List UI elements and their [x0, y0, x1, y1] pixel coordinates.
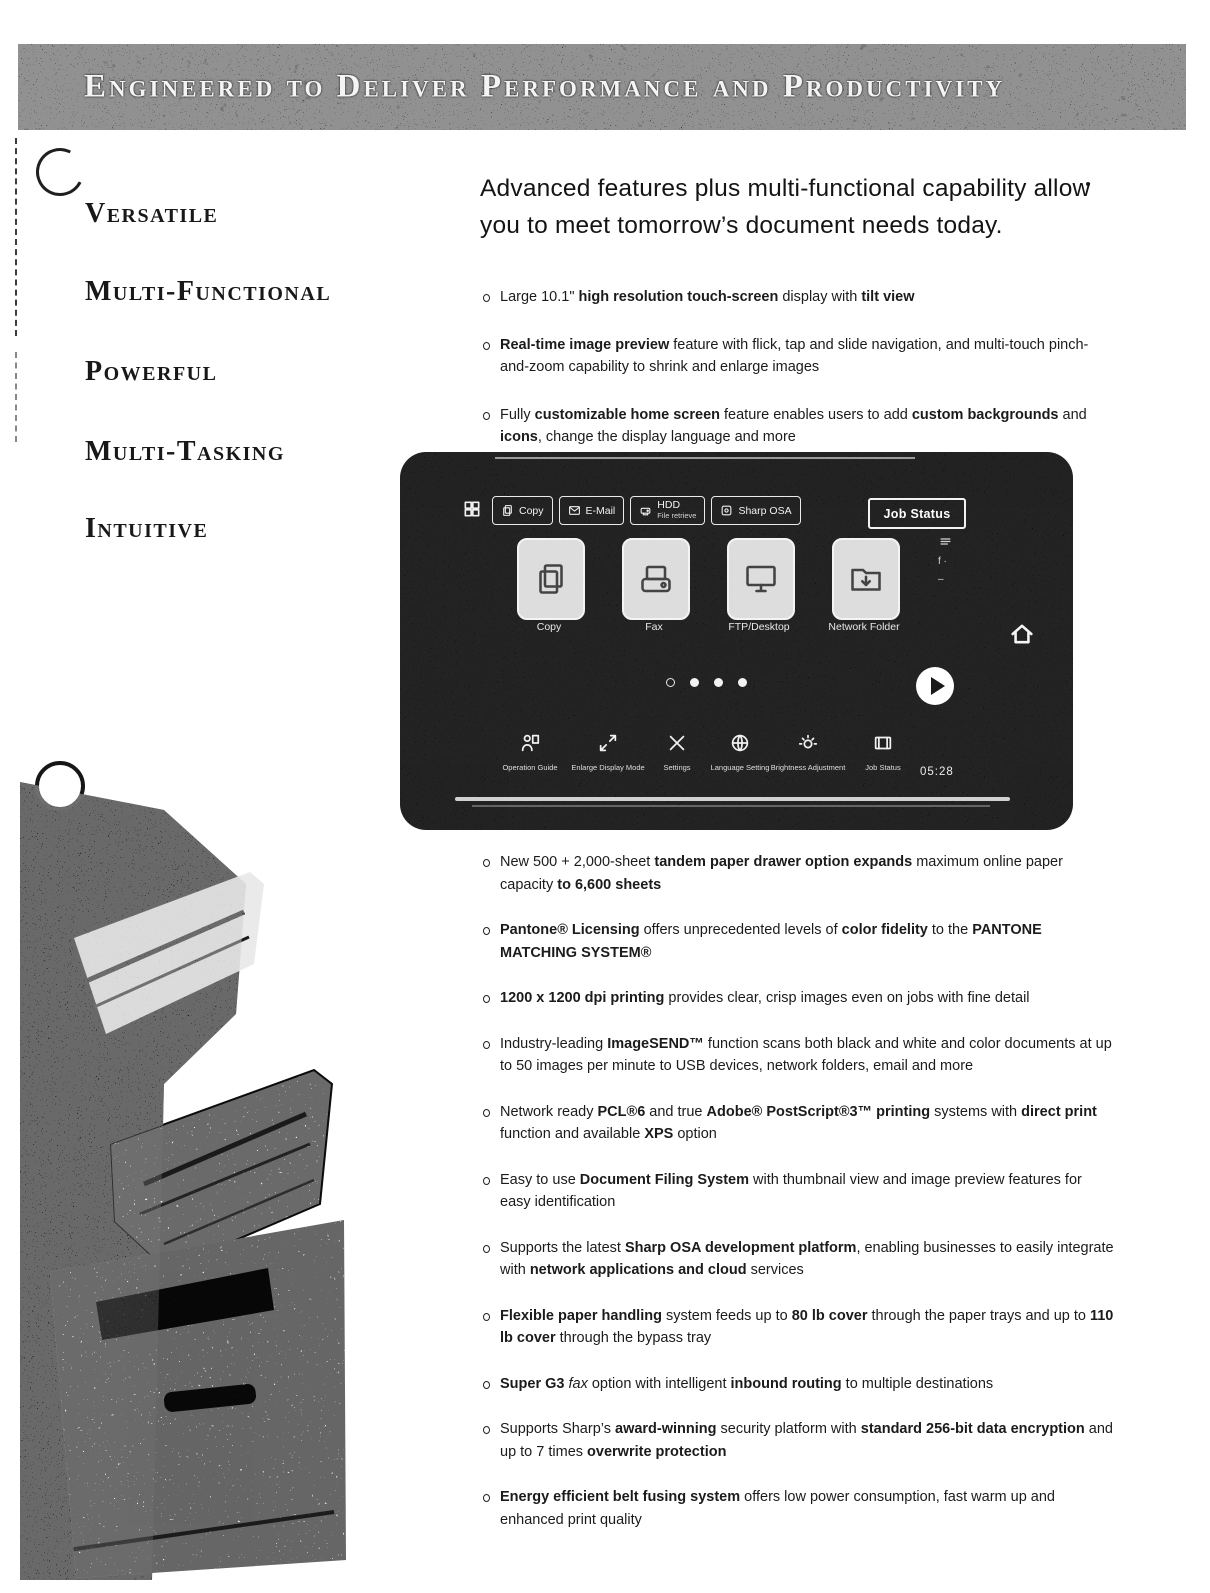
copy-icon — [533, 561, 569, 597]
tab-label: HDD File retrieve — [657, 499, 697, 520]
bottom-operation-guide-icon — [488, 732, 572, 772]
app-tile-fax — [622, 538, 690, 620]
bottom-icon-label: Brightness Adjustment — [770, 763, 846, 772]
page-dot — [738, 678, 747, 687]
bullet-text: Easy to use Document Filing System with thumbnail view and image preview features for easy identification — [500, 1171, 1082, 1210]
scan-glitch-line — [495, 457, 915, 459]
app-tile-label: Network Folder — [828, 621, 900, 633]
next-page-icon — [916, 667, 954, 705]
bottom-icon-label: Settings — [663, 763, 691, 772]
printer-photo — [14, 752, 350, 1580]
clock-text: 05:28 — [920, 766, 954, 778]
feature-bullet — [481, 1486, 1115, 1531]
bottom-icon-label: Enlarge Display Mode — [571, 763, 645, 772]
keyword-versatile: Versatile — [85, 198, 219, 229]
header-banner — [18, 44, 1186, 130]
app-tile-label: FTP/Desktop — [728, 621, 790, 633]
margin-dashed-line — [15, 138, 17, 336]
bullet-marker — [483, 859, 490, 867]
bars-icon — [938, 534, 953, 549]
slide-bar — [455, 797, 1010, 801]
feature-bullet — [481, 334, 1115, 379]
bullet-marker — [483, 1381, 490, 1389]
feature-bullet — [481, 286, 1115, 309]
mode-tab-e-mail — [559, 496, 625, 525]
brightness-icon — [797, 732, 819, 754]
app-tile-label: Fax — [645, 621, 663, 633]
intro-heading: Advanced features plus multi-functional capability allow you to meet tomorrow’s document needs today. — [480, 175, 1091, 239]
bullet-text: Supports the latest Sharp OSA development platform, enabling businesses to easily integrate with network applications and cloud services — [500, 1239, 1114, 1278]
network-folder-icon — [848, 561, 884, 597]
mode-tab-copy — [492, 496, 553, 525]
bullet-text: Fully customizable home screen feature enables users to add custom backgrounds and icons, change the display language and more — [500, 406, 1087, 445]
language-icon — [729, 732, 751, 754]
app-tile-copy — [517, 538, 585, 620]
bottom-job-status-icon — [841, 732, 925, 772]
feature-list-bottom — [481, 851, 1115, 1554]
fax-icon — [638, 561, 674, 597]
bullet-marker — [483, 1494, 490, 1502]
mode-tab-sharp-osa — [711, 496, 800, 525]
bullet-text: Pantone® Licensing offers unprecedented levels of color fidelity to the PANTONE MATCHING SYSTEM® — [500, 922, 1042, 961]
mode-tab-hdd — [630, 496, 705, 525]
bullet-text: Super G3 fax option with intelligent inbound routing to multiple destinations — [500, 1375, 994, 1392]
page-dot — [666, 678, 675, 687]
settings-icon — [666, 732, 688, 754]
ftp-desktop-icon — [743, 561, 779, 597]
bullet-marker — [483, 1313, 490, 1321]
home-apps-icon — [462, 499, 482, 524]
bullet-marker — [483, 1245, 490, 1253]
bullet-text: 1200 x 1200 dpi printing provides clear, crisp images even on jobs with fine detail — [500, 990, 1030, 1006]
feature-bullet — [481, 1373, 1115, 1396]
feature-bullet — [481, 1418, 1115, 1463]
operation-guide-icon — [519, 732, 541, 754]
bullet-text: Network ready PCL®6 and true Adobe® PostScript®3™ printing systems with direct print function and available XPS option — [500, 1103, 1097, 1142]
tab-label: Copy — [519, 504, 544, 517]
feature-bullet — [481, 1033, 1115, 1078]
home-icon — [1008, 620, 1036, 653]
app-tile-network-folder — [832, 538, 900, 620]
toner-indicator-icon: f · — [938, 556, 947, 567]
bullet-marker — [483, 995, 490, 1003]
job-status-icon — [872, 732, 894, 754]
app-tile-ftp-desktop — [727, 538, 795, 620]
bottom-icon-label: Operation Guide — [502, 763, 558, 772]
email-icon — [568, 504, 581, 517]
banner-title: Engineered to Deliver Performance and Productivity — [84, 68, 1006, 105]
touchscreen-photo — [400, 452, 1073, 830]
keyword-powerful: Powerful — [85, 356, 218, 387]
feature-bullet — [481, 1101, 1115, 1146]
feature-bullet — [481, 987, 1115, 1010]
osa-icon — [720, 504, 733, 517]
slide-bar-shadow — [472, 805, 990, 807]
bullet-text: Real-time image preview feature with flick, tap and slide navigation, and multi-touch pinch-and-zoom capability to shrink and enlarge images — [500, 336, 1089, 375]
copy-icon — [501, 504, 514, 517]
bullet-marker — [483, 1426, 490, 1434]
page-dot — [690, 678, 699, 687]
tab-label: E-Mail — [585, 504, 616, 517]
page-dot — [714, 678, 723, 687]
paper-indicator-icon: – — [938, 574, 944, 585]
bullet-text: Industry-leading ImageSEND™ function scans both black and white and color documents at up to 50 images per minute to USB devices, network folders, email and more — [500, 1035, 1112, 1074]
keyword-intuitive: Intuitive — [85, 513, 209, 544]
bottom-icon-label: Language Setting — [710, 763, 770, 772]
feature-bullet — [481, 1305, 1115, 1350]
bottom-icon-label: Job Status — [865, 763, 901, 772]
tab-sublabel: File retrieve — [657, 511, 697, 520]
punch-hole-mark — [30, 142, 90, 202]
bullet-text: Energy efficient belt fusing system offers low power consumption, fast warm up and enhanced print quality — [500, 1489, 1055, 1528]
bullet-marker — [483, 1109, 490, 1117]
bottom-brightness-icon — [766, 732, 850, 772]
feature-list-top — [481, 286, 1115, 474]
job-status-button: Job Status — [868, 498, 966, 529]
bullet-marker — [483, 1041, 490, 1049]
bullet-marker — [483, 412, 490, 420]
feature-bullet — [481, 404, 1115, 449]
bullet-marker — [483, 294, 490, 302]
bullet-marker — [483, 342, 490, 350]
feature-bullet — [481, 919, 1115, 964]
feature-bullet — [481, 1237, 1115, 1282]
bullet-text: Large 10.1" high resolution touch-screen display with tilt view — [500, 289, 915, 305]
bullet-text: Flexible paper handling system feeds up to 80 lb cover through the paper trays and up to 110 lb cover through the bypass tray — [500, 1307, 1114, 1346]
grid-icon — [462, 499, 482, 519]
margin-dashed-line — [15, 352, 17, 442]
mode-tab-bar — [492, 496, 801, 525]
bullet-marker — [483, 1177, 490, 1185]
feature-bullet — [481, 1169, 1115, 1214]
keyword-multi-functional: Multi-Functional — [85, 276, 332, 307]
hdd-icon — [639, 504, 652, 517]
enlarge-display-icon — [597, 732, 619, 754]
app-tile-label: Copy — [536, 621, 562, 633]
tab-label: Sharp OSA — [738, 504, 792, 517]
status-indicators — [938, 534, 953, 585]
feature-bullet — [481, 851, 1115, 896]
home-icon — [1008, 620, 1036, 648]
keyword-multi-tasking: Multi-Tasking — [85, 436, 285, 467]
bullet-marker — [483, 927, 490, 935]
bullet-text: Supports Sharp’s award-winning security platform with standard 256-bit data encryption and up to 7 times overwrite protection — [500, 1421, 1113, 1460]
bullet-text: New 500 + 2,000-sheet tandem paper drawer option expands maximum online paper capacity to 6,600 sheets — [500, 854, 1063, 893]
